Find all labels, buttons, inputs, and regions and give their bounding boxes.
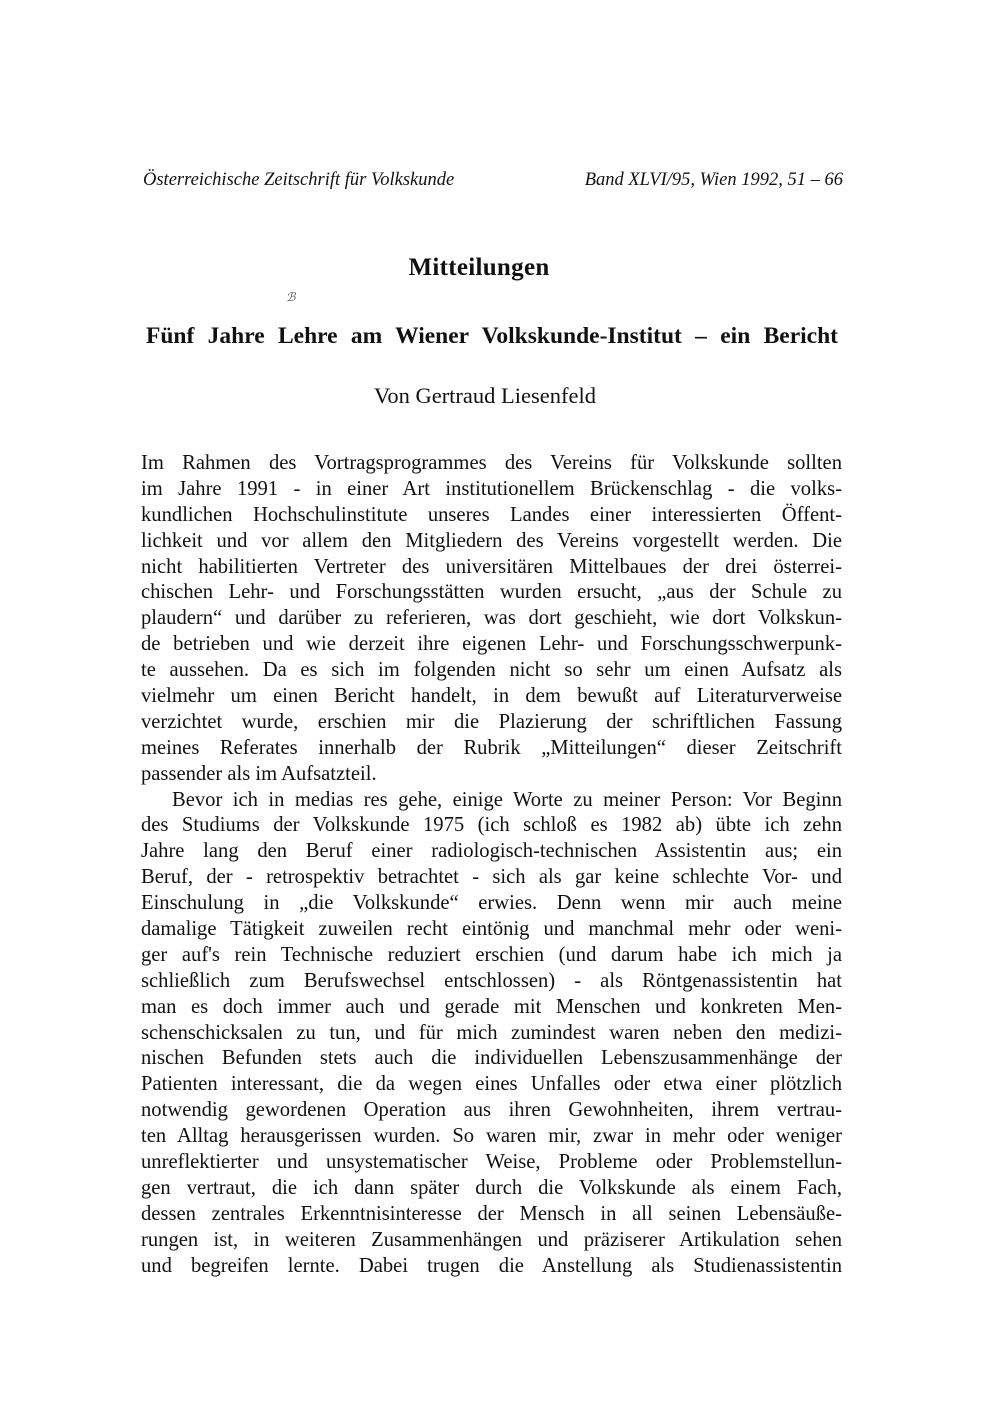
running-header bbox=[143, 170, 843, 191]
text-line: schließlich zum Berufswechsel entschlossen) - als Röntgenassistentin hat bbox=[141, 969, 842, 992]
text-line: vielmehr um einen Bericht handelt, in dem bewußt auf Literaturverweise bbox=[141, 685, 842, 708]
text-line: dessen zentrales Erkenntnisinteresse der Mensch in all seinen Lebensäuße- bbox=[141, 1202, 842, 1225]
text-line: Jahre lang den Beruf einer radiologisch-technischen Assistentin aus; ein bbox=[141, 840, 842, 863]
text-line: rungen ist, in weiteren Zusammenhängen und präziserer Artikulation sehen bbox=[141, 1228, 842, 1251]
text-line: schenschicksalen zu tun, und für mich zumindest waren neben den medizi- bbox=[141, 1021, 842, 1044]
text-line: plaudern“ und darüber zu referieren, was dort geschieht, wie dort Volkskun- bbox=[141, 607, 842, 630]
text-line: im Jahre 1991 - in einer Art institutionellem Brückenschlag - die volks- bbox=[141, 477, 842, 500]
text-line: meines Referates innerhalb der Rubrik „Mitteilungen“ dieser Zeitschrift bbox=[141, 736, 842, 759]
article-body bbox=[141, 451, 842, 1280]
section-title: Mitteilungen bbox=[408, 254, 550, 281]
text-line: damalige Tätigkeit zuweilen recht eintönig und manchmal mehr oder weni- bbox=[141, 918, 842, 941]
text-line: ten Alltag herausgerissen wurden. So waren mir, zwar in mehr oder weniger bbox=[141, 1125, 842, 1148]
text-line: des Studiums der Volkskunde 1975 (ich schloß es 1982 ab) übte ich zehn bbox=[141, 814, 842, 837]
text-line: und begreifen lernte. Dabei trugen die Anstellung als Studienassistentin bbox=[141, 1254, 842, 1277]
text-line: Beruf, der - retrospektiv betrachtet - sich als gar keine schlechte Vor- und bbox=[141, 866, 842, 889]
scan-speck-mark: ℬ bbox=[286, 290, 296, 304]
article-title: Fünf Jahre Lehre am Wiener Volkskunde-Institut – ein Bericht bbox=[146, 323, 838, 349]
text-line: chischen Lehr- und Forschungsstätten wurden ersucht, „aus der Schule zu bbox=[141, 581, 842, 604]
text-line: Im Rahmen des Vortragsprogrammes des Vereins für Volkskunde sollten bbox=[141, 452, 842, 474]
journal-name: Österreichische Zeitschrift für Volkskunde bbox=[143, 170, 455, 190]
text-line: Bevor ich in medias res gehe, einige Worte zu meiner Person: Vor Beginn bbox=[172, 788, 842, 811]
text-line: ger auf's rein Technische reduziert erschien (und darum habe ich mich ja bbox=[141, 943, 842, 966]
text-line: de betrieben und wie derzeit ihre eigenen Lehr- und Forschungsschwerpunk- bbox=[141, 633, 842, 656]
text-line: gen vertraut, die ich dann später durch die Volkskunde als einem Fach, bbox=[141, 1176, 842, 1199]
text-line: notwendig gewordenen Operation aus ihren Gewohnheiten, ihrem vertrau- bbox=[141, 1099, 842, 1122]
text-line: nischen Befunden stets auch die individuellen Lebenszusammenhänge der bbox=[141, 1047, 842, 1070]
text-line: passender als im Aufsatzteil. bbox=[141, 762, 377, 785]
text-line: nicht habilitierten Vertreter des universitären Mittelbaues der drei österrei- bbox=[141, 555, 842, 578]
text-line: man es doch immer auch und gerade mit Menschen und konkreten Men- bbox=[141, 995, 842, 1018]
text-line: Patienten interessant, die da wegen eines Unfalles oder etwa einer plötzlich bbox=[141, 1073, 842, 1096]
byline: Von Gertraud Liesenfeld bbox=[373, 383, 596, 408]
text-line: Einschulung in „die Volkskunde“ erwies. Denn wenn mir auch meine bbox=[141, 892, 842, 915]
text-line: lichkeit und vor allem den Mitgliedern des Vereins vorgestellt werden. Die bbox=[141, 529, 842, 552]
text-line: unreflektierter und unsystematischer Weise, Probleme oder Problemstellun- bbox=[141, 1151, 842, 1174]
text-line: verzichtet wurde, erschien mir die Plazierung der schriftlichen Fassung bbox=[141, 710, 842, 733]
text-line: kundlichen Hochschulinstitute unseres Landes einer interessierten Öffent- bbox=[141, 503, 842, 526]
text-line: te aussehen. Da es sich im folgenden nicht so sehr um einen Aufsatz als bbox=[141, 659, 842, 682]
volume-info: Band XLVI/95, Wien 1992, 51 – 66 bbox=[584, 170, 843, 190]
